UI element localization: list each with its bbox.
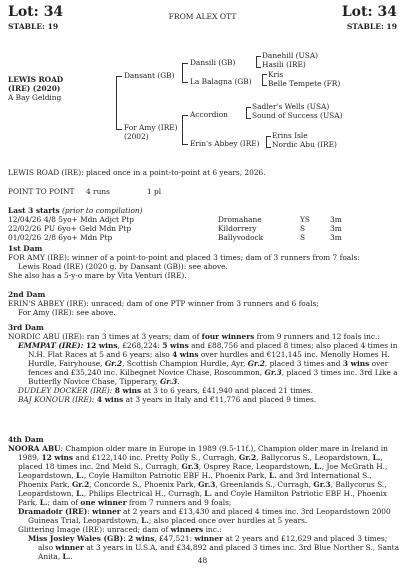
text-run: NORDIC ABU (IRE): ran 3 times at 3 years; dam of — [8, 332, 202, 341]
page-number: 48 — [197, 556, 208, 565]
text-run: Gr.3 — [264, 368, 282, 377]
summary-label: POINT TO POINT — [8, 187, 75, 196]
run-course: Kildorrery — [218, 224, 257, 233]
first-dam-text: FOR AMY (IRE): winner of a point-to-point and placed 3 times; dam of 3 runners from 7 foals: — [8, 253, 360, 262]
text-run: 4 wins — [94, 395, 124, 404]
text-run: one winner — [80, 498, 127, 507]
first-dam-foal: Lewis Road (IRE) (2020 g. by Dansant (GB)): see above. — [18, 262, 228, 271]
text-run: 8 wins — [112, 386, 142, 395]
text-run: winner — [55, 543, 84, 552]
bracket-gen3-d — [266, 136, 271, 148]
emmpat-entry — [8, 341, 402, 386]
text-run: and £122,140 inc. Pretty Polly S., Curragh, — [73, 453, 239, 462]
stable-left: STABLE: 19 — [8, 22, 59, 31]
text-run: over hurdles and €121,145 inc. Menolly Homes H. Hurdle, Fairyhouse, — [28, 350, 390, 368]
bracket-gen3-a — [256, 56, 261, 68]
text-run: 12 wins — [83, 341, 118, 350]
sire-dam: La Balagna (GB) — [190, 77, 252, 86]
last-starts-note: (prior to compilation) — [62, 206, 143, 215]
baj-entry — [8, 395, 402, 404]
text-run: L. — [39, 498, 48, 507]
horse-description: A Bay Gelding — [8, 93, 62, 102]
lot-number-left: Lot: 34 — [8, 4, 64, 20]
text-run: 12 wins — [41, 453, 74, 462]
dam-sire-dam: Sound of Success (USA) — [252, 111, 343, 120]
text-run: Gr.2 — [238, 453, 257, 462]
dam-dam: Erin's Abbey (IRE) — [190, 139, 260, 148]
run-going: YS — [300, 215, 310, 224]
bracket-gen3-b — [262, 74, 267, 86]
fourth-dam-text — [8, 444, 402, 507]
runner-name: EMMPAT (IRE): — [18, 341, 84, 350]
text-run: , Greenlands S., Curragh, — [215, 480, 314, 489]
dam-sire: Accordion — [190, 110, 228, 119]
run-course: Ballyvodock — [218, 233, 264, 242]
text-run: , £47,521: — [154, 534, 195, 543]
dam-year: (2002) — [124, 132, 149, 141]
summary-runs: 4 runs — [86, 187, 110, 196]
bracket-gen2-dam — [182, 115, 188, 145]
text-run: 5 wins — [162, 341, 189, 350]
text-run: , Concorde S., Phoenix Park, — [89, 480, 199, 489]
table-row — [8, 215, 342, 224]
text-run: L. — [269, 471, 277, 480]
second-dam-foal: For Amy (IRE): see above. — [18, 308, 116, 317]
text-run: L. — [204, 489, 213, 498]
text-run: Gr.3 — [198, 480, 216, 489]
run-going: S — [300, 233, 306, 242]
run-result: 4/8 5yo+ Mdn Adjct Ptp — [44, 215, 135, 224]
text-run: . — [70, 552, 73, 561]
horse-name: LEWIS ROAD — [8, 75, 64, 84]
sire: Dansant (GB) — [124, 71, 175, 80]
run-distance: 3m — [330, 224, 342, 233]
first-dam-heading: 1st Dam — [8, 244, 43, 253]
bracket-gen3-c — [246, 107, 251, 119]
first-dam-section — [8, 244, 402, 280]
text-run: Gr.2 — [71, 480, 90, 489]
run-date: 01/02/26 — [8, 233, 42, 242]
horse-intro: LEWIS ROAD (IRE): placed once in a point-to-point at 6 years, 2026. — [8, 168, 266, 177]
text-run: Gr.3 — [181, 462, 199, 471]
run-course: Dromahane — [218, 215, 262, 224]
table-row — [8, 224, 342, 233]
last-starts-table — [8, 215, 342, 242]
first-dam-extra: She also has a 5-y-o mare by Vita Venturi (IRE). — [8, 271, 187, 280]
run-going: S — [300, 224, 306, 233]
text-run: 3 wins — [342, 359, 370, 368]
text-run: at 2 years and £13,430 and placed 4 times inc. 3rd Leopardstown 2000 Guineas Trial, Leopardstown, — [28, 507, 391, 525]
run-distance: 3m — [330, 215, 342, 224]
text-run: 4 wins — [172, 350, 199, 359]
third-dam-heading: 3rd Dam — [8, 323, 44, 332]
text-run: , placed 3 times inc. 3rd Like a Butterfly Novice Chase, Tipperary, — [28, 368, 398, 386]
sire-dam-sire: Kris — [268, 70, 284, 79]
text-run: , Joe McGrath H., Leopardstown, — [18, 462, 388, 480]
runner-name: DUDLEY DOCKER (IRE): — [18, 386, 113, 395]
bracket-gen1 — [116, 76, 122, 130]
horse-country-year: (IRE) (2020) — [8, 84, 61, 93]
run-result: PU 6yo+ Geld Mdn Ptp — [44, 224, 132, 233]
text-run: Gr.2 — [247, 359, 265, 368]
text-run: at 3 years in Italy and €11,776 and placed 9 times. — [123, 395, 317, 404]
text-run: and £88,756 and placed 8 times; also placed 4 times in N.H. Flat Races at 5 and 6 years; also — [28, 341, 398, 359]
text-run: and Coyle Hamilton Patriotic EBF H., Phoenix Park, — [18, 489, 387, 507]
text-run: Gr.2 — [104, 359, 123, 368]
text-run: , Ballycorus S., Leopardstown, — [18, 480, 387, 498]
fourth-dam-section — [8, 435, 402, 561]
dam-dam-sire: Erins Isle — [272, 131, 308, 140]
text-run: Gr.3 — [160, 377, 178, 386]
dam-name: NOORA ABU — [8, 444, 61, 453]
second-dam-section — [8, 290, 402, 317]
text-run: L. — [76, 489, 84, 498]
text-run: . — [177, 377, 180, 386]
last-starts-heading — [8, 206, 143, 215]
text-run: 2 wins — [127, 534, 155, 543]
dam-sire-sire: Sadler's Wells (USA) — [252, 102, 330, 111]
text-run: winners — [170, 525, 204, 534]
text-run: from 7 runners and 9 foals; — [126, 498, 232, 507]
text-run: L. — [372, 453, 381, 462]
bracket-gen2-sire — [182, 63, 188, 83]
text-run: , £268,224: — [117, 341, 163, 350]
text-run: , Coyle Hamilton Patriotic EBF H., Phoenix Park, — [83, 471, 270, 480]
text-run: L. — [62, 552, 71, 561]
third-dam-text — [8, 332, 402, 341]
text-run: : — [123, 534, 128, 543]
text-run: four winners — [201, 332, 255, 341]
text-run: , Ballycorus S., Leopardstown, — [256, 453, 373, 462]
text-run: ; dam of — [47, 498, 81, 507]
runner-name: BAJ KONOUR (IRE): — [18, 395, 95, 404]
stable-right: STABLE: 19 — [346, 22, 397, 31]
runner-name: Miss Josiey Wales (GB) — [28, 534, 124, 543]
fourth-dam-heading: 4th Dam — [8, 435, 44, 444]
dudley-entry — [8, 386, 402, 395]
second-dam-text: ERIN'S ABBEY (IRE): unraced; dam of one PTP winner from 3 runners and 6 foals; — [8, 299, 319, 308]
text-run: at 2 years and £12,629 and placed 3 times; also — [38, 534, 388, 552]
sire-sire-dam: Hasili (IRE) — [262, 60, 306, 69]
text-run: , placed 18 times inc. 2nd Meld S., Curragh, — [18, 453, 383, 471]
text-run: Gr.3 — [313, 480, 331, 489]
text-run: ; also placed once over hurdles at 5 years. — [148, 516, 308, 525]
third-dam-section — [8, 323, 402, 404]
run-result: 2/8 6yo+ Mdn Ptp — [44, 233, 113, 242]
sire-sire-sire: Danehill (USA) — [262, 51, 319, 60]
text-run: : — [87, 507, 93, 516]
dramadoir-entry — [8, 507, 402, 525]
text-run: , Scottish Champion Hurdle, Ayr, — [122, 359, 248, 368]
sire-sire: Dansili (GB) — [190, 58, 236, 67]
second-dam-heading: 2nd Dam — [8, 290, 46, 299]
run-date: 22/02/26 — [8, 224, 42, 233]
run-distance: 3m — [330, 233, 342, 242]
text-run: Glittering Image (IRE): unraced; dam of — [18, 525, 171, 534]
text-run: , placed 3 times and — [264, 359, 343, 368]
last-starts-title: Last 3 starts — [8, 206, 60, 215]
vendor-name: FROM ALEX OTT — [168, 12, 237, 21]
run-date: 12/04/26 — [8, 215, 42, 224]
text-run: over fences and £35,240 inc. Kilbegnet Novice Chase, Roscommon, — [28, 359, 389, 377]
dam: For Amy (IRE) — [124, 123, 178, 132]
text-run: and 3rd International S., Phoenix Park, — [18, 471, 372, 489]
text-run: L. — [141, 516, 149, 525]
text-run: at 3 to 6 years, £41,940 and placed 21 times. — [141, 386, 314, 395]
text-run: L. — [313, 462, 322, 471]
dam-dam-dam: Nordic Abu (IRE) — [272, 140, 337, 149]
text-run: : Champion older mare in Europe in 1989 (9.5-11f.), Champion older mare in Ireland in 1989, — [18, 444, 388, 462]
table-row — [8, 233, 342, 242]
text-run: L. — [76, 471, 84, 480]
glittering-entry — [8, 525, 402, 534]
text-run: , Osprey Race, Leopardstown, — [198, 462, 314, 471]
text-run: winner — [92, 507, 121, 516]
text-run: inc.: — [203, 525, 222, 534]
text-run: at 3 years in U.S.A. and £34,892 and placed 3 times inc. 3rd Blue Norther S., Santa Anita, — [38, 543, 400, 561]
summary-placed: 1 pl — [147, 187, 162, 196]
text-run: , Philips Electrical H., Curragh, — [83, 489, 205, 498]
lot-number-right: Lot: 34 — [341, 4, 397, 20]
sire-dam-dam: Belle Tempete (FR) — [268, 79, 341, 88]
runner-name: Dramadoir (IRE) — [18, 507, 88, 516]
text-run: winner — [194, 534, 223, 543]
text-run: from 9 runners and 12 foals inc.: — [254, 332, 380, 341]
